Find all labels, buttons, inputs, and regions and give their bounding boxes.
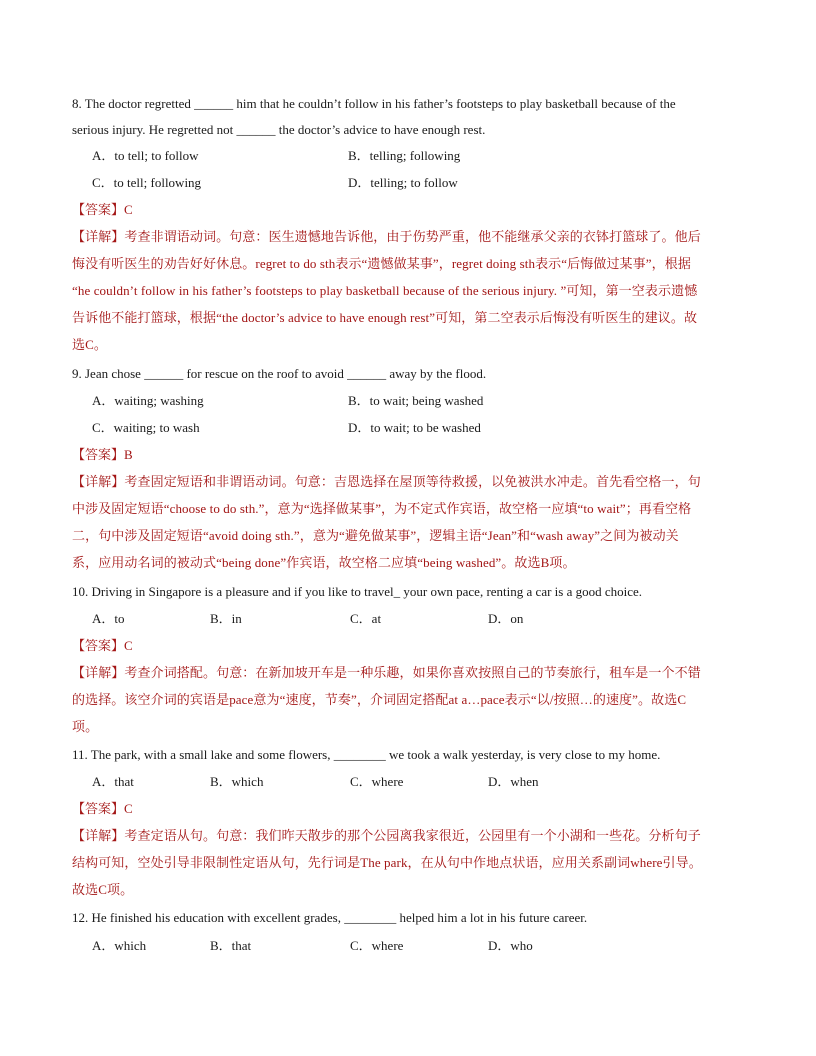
question-9-option-a: A．waiting; washing — [92, 393, 204, 408]
question-10-option-b: B．in — [210, 611, 242, 626]
question-12-option-c: C．where — [350, 938, 404, 953]
question-8-stem-line-1: 8. The doctor regretted ______ him that he couldn’t follow in his father’s footsteps to play basketball because of the — [72, 96, 676, 111]
question-11-option-a: A．that — [92, 774, 134, 789]
question-10-answer: 【答案】C — [72, 638, 133, 653]
question-9-detail-line-1: 【详解】考查固定短语和非谓语动词。句意：吉恩选择在屋顶等待救援，以免被洪水冲走。首先看空格一，句 — [72, 474, 701, 489]
question-10-stem: 10. Driving in Singapore is a pleasure and if you like to travel_ your own pace, renting a car is a good choice. — [72, 584, 643, 599]
question-8-option-a: A．to tell; to follow — [92, 148, 199, 163]
question-8-answer: 【答案】C — [72, 202, 133, 217]
question-11-option-d: D．when — [488, 774, 539, 789]
question-11-option-c: C．where — [350, 774, 404, 789]
question-9-stem: 9. Jean chose ______ for rescue on the roof to avoid ______ away by the flood. — [72, 366, 487, 381]
question-10-option-c: C．at — [350, 611, 382, 626]
question-8-detail-line-1: 【详解】考查非谓语动词。句意：医生遗憾地告诉他，由于伤势严重，他不能继承父亲的衣钵打篮球了。他后 — [72, 229, 701, 244]
question-12-stem: 12. He finished his education with excellent grades, ________ helped him a lot in his future career. — [72, 910, 588, 925]
question-9-detail-line-4: 系，应用动名词的被动式“being done”作宾语，故空格二应填“being washed”。故选B项。 — [72, 555, 576, 570]
question-11-detail-line-1: 【详解】考查定语从句。句意：我们昨天散步的那个公园离我家很近，公园里有一个小湖和一些花。分析句子 — [72, 828, 701, 843]
question-8-detail-line-3: “he couldn’t follow in his father’s footsteps to play basketball because of the serious injury. ”可知，第一空表示遗憾 — [72, 283, 698, 298]
question-10-detail-line-3: 项。 — [72, 719, 99, 734]
question-12-option-b: B．that — [210, 938, 252, 953]
question-9-option-c: C．waiting; to wash — [92, 420, 200, 435]
question-11-detail-line-2: 结构可知，空处引导非限制性定语从句，先行词是The park，在从句中作地点状语，应用关系副词where引导。 — [72, 855, 702, 870]
question-8-option-b: B．telling; following — [348, 148, 461, 163]
question-10-detail-line-1: 【详解】考查介词搭配。句意：在新加坡开车是一种乐趣，如果你喜欢按照自己的节奏旅行，租车是一个不错 — [72, 665, 701, 680]
question-8-detail-line-5: 选C。 — [72, 337, 107, 352]
question-9-answer: 【答案】B — [72, 447, 133, 462]
question-12-option-a: A．which — [92, 938, 147, 953]
question-8-option-d: D．telling; to follow — [348, 175, 458, 190]
question-8-option-c: C．to tell; following — [92, 175, 202, 190]
question-9-option-d: D．to wait; to be washed — [348, 420, 481, 435]
question-9-detail-line-3: 二，句中涉及固定短语“avoid doing sth.”，意为“避免做某事”，逻辑主语“Jean”和“wash away”之间为被动关 — [72, 528, 679, 543]
question-11-answer: 【答案】C — [72, 801, 133, 816]
question-11-detail-line-3: 故选C项。 — [72, 882, 134, 897]
question-10-detail-line-2: 的选择。该空介词的宾语是pace意为“速度，节奏”，介词固定搭配at a…pace表示“以/按照…的速度”。故选C — [72, 692, 687, 707]
question-11-option-b: B．which — [210, 774, 264, 789]
question-8-detail-line-2: 悔没有听医生的劝告好好休息。regret to do sth表示“遗憾做某事”，regret doing sth表示“后悔做过某事”，根据 — [72, 256, 691, 271]
question-10-option-a: A．to — [92, 611, 125, 626]
question-12-option-d: D．who — [488, 938, 533, 953]
question-8-stem-line-2: serious injury. He regretted not ______ the doctor’s advice to have enough rest. — [72, 122, 486, 137]
question-10-option-d: D．on — [488, 611, 524, 626]
question-9-option-b: B．to wait; being washed — [348, 393, 484, 408]
question-11-stem: 11. The park, with a small lake and some flowers, ________ we took a walk yesterday, is very close to my home. — [72, 747, 661, 762]
question-8-detail-line-4: 告诉他不能打篮球，根据“the doctor’s advice to have enough rest”可知，第二空表示后悔没有听医生的建议。故 — [72, 310, 698, 325]
question-9-detail-line-2: 中涉及固定短语“choose to do sth.”，意为“选择做某事”，为不定式作宾语，故空格一应填“to wait”；再看空格 — [72, 501, 692, 516]
